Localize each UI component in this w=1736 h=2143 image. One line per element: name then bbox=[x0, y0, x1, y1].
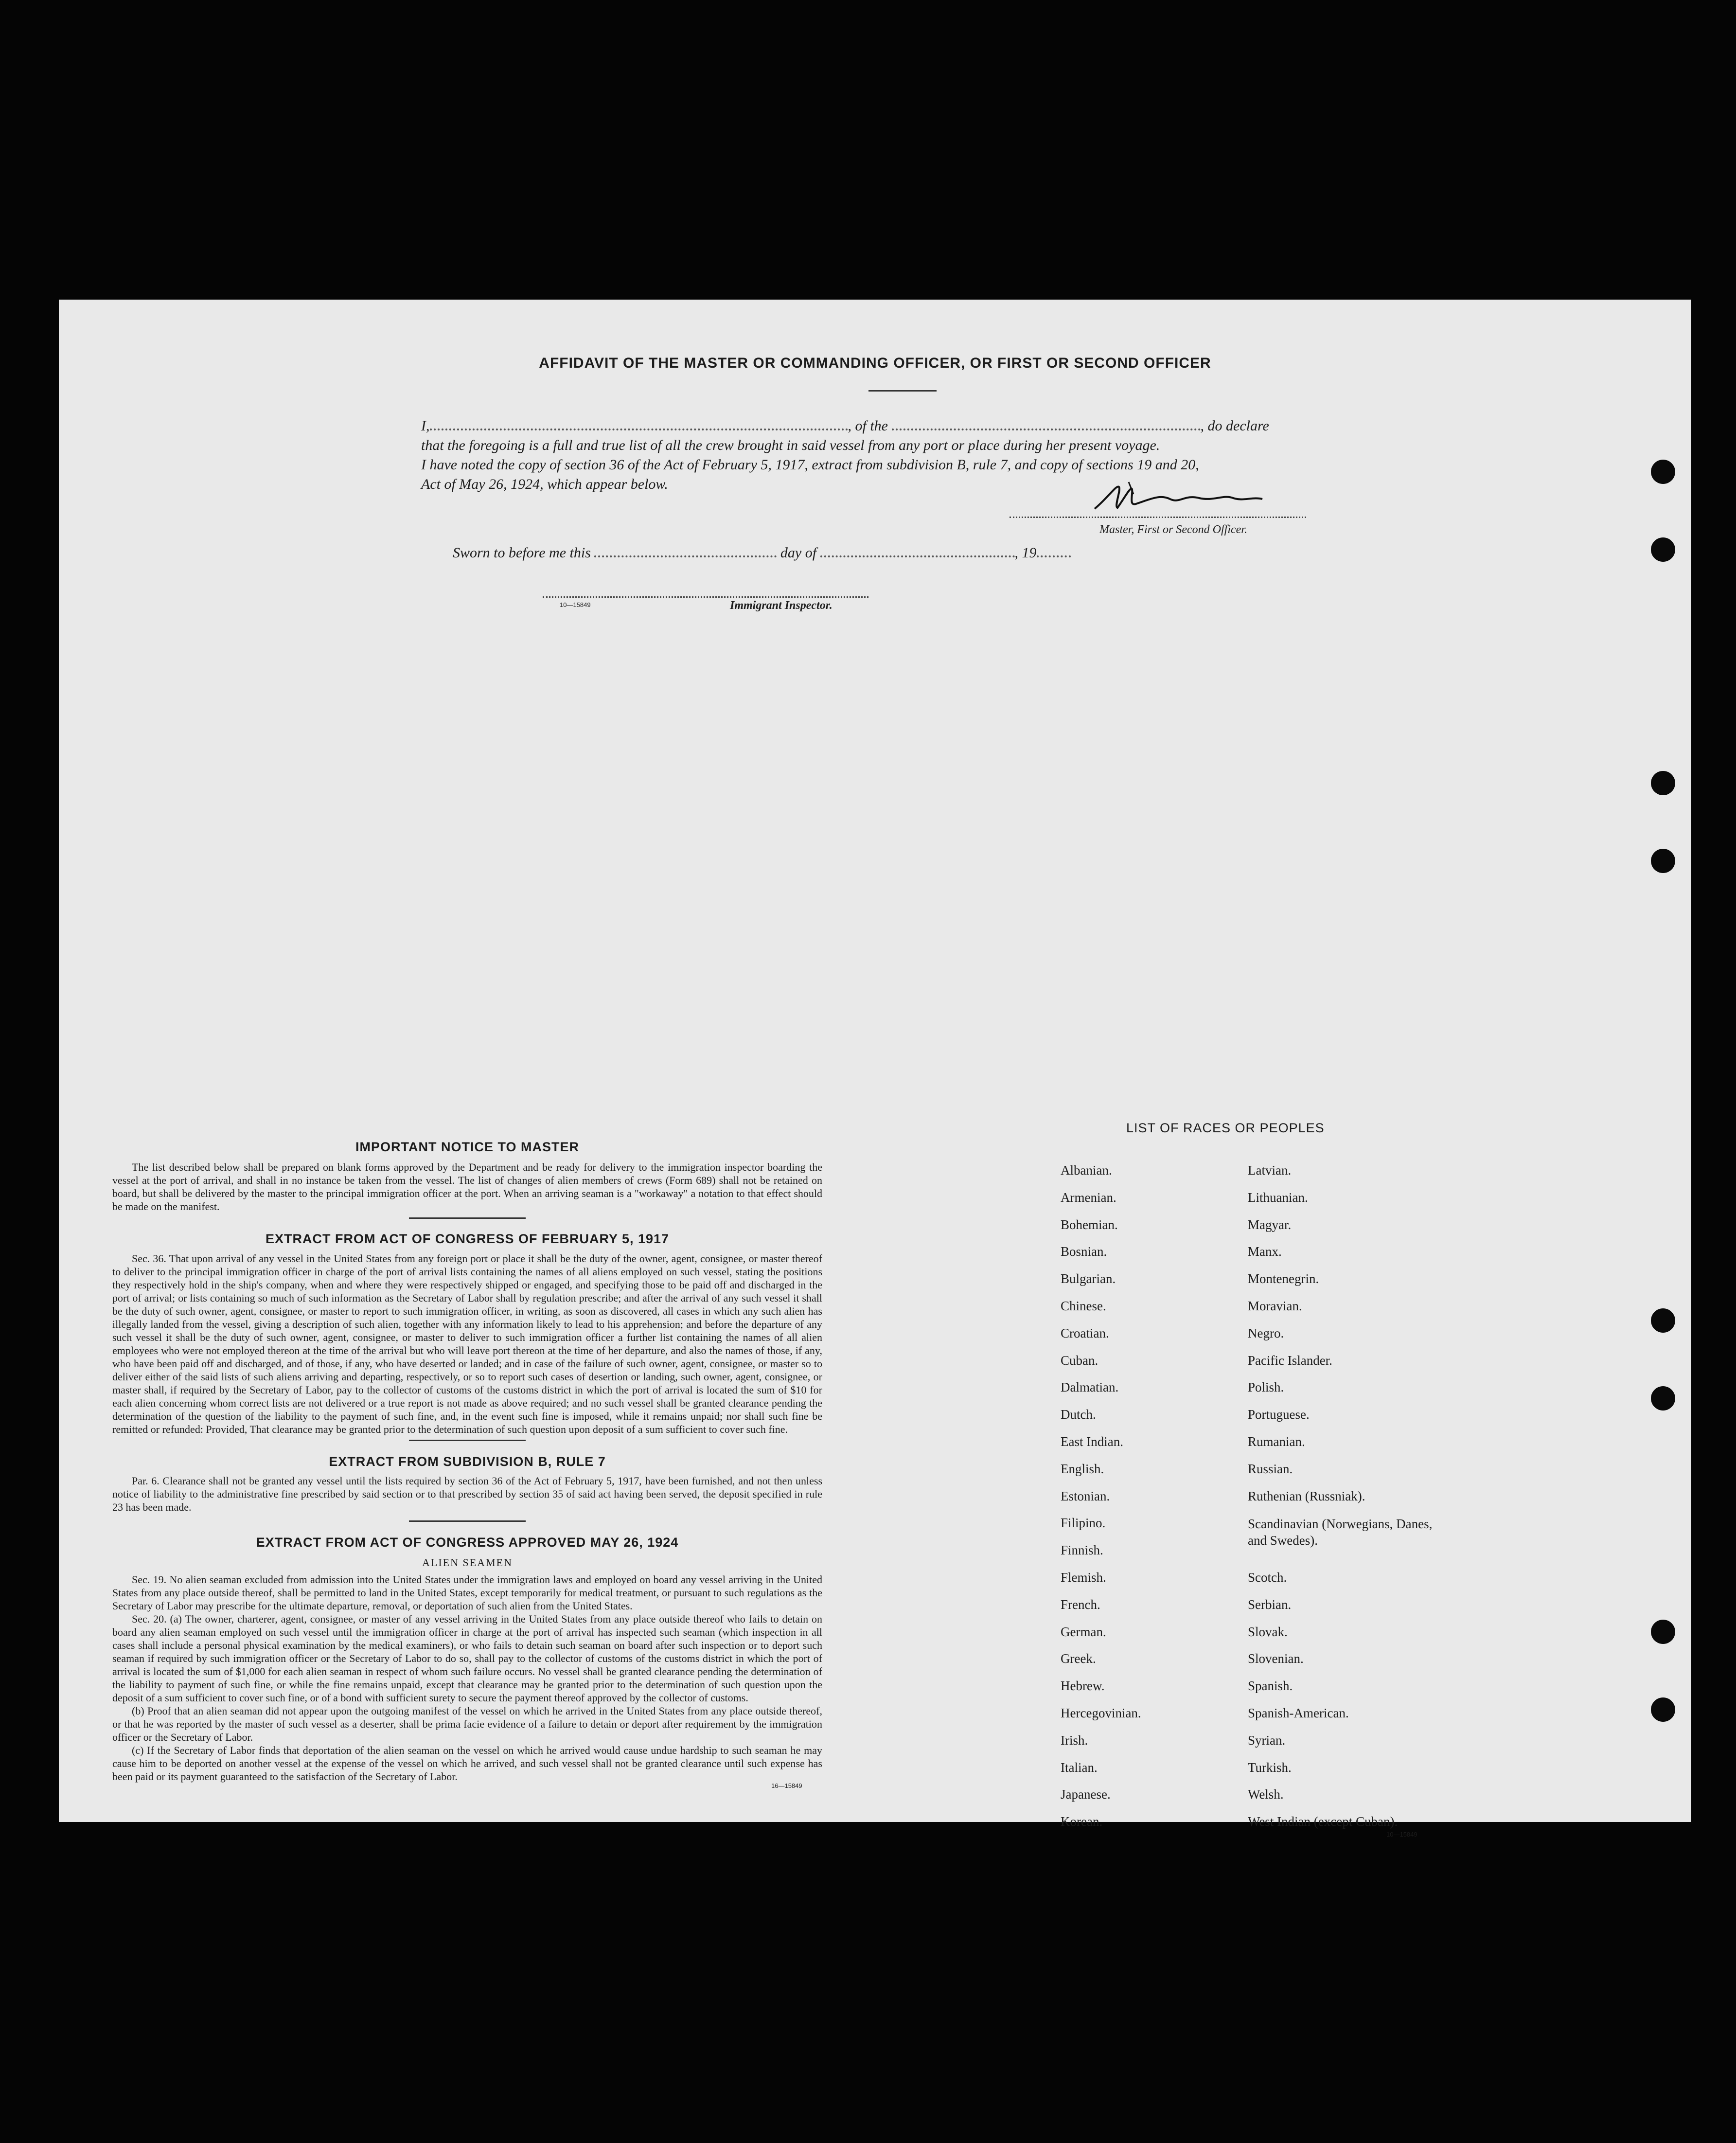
race-item: Moravian. bbox=[1248, 1299, 1302, 1313]
race-item: Scandinavian (Norwegians, Danes, and Swedes). bbox=[1248, 1517, 1433, 1548]
race-item: Manx. bbox=[1248, 1244, 1282, 1259]
race-item: Bosnian. bbox=[1061, 1244, 1107, 1259]
punch-hole bbox=[1651, 849, 1675, 873]
race-item: Slovenian. bbox=[1248, 1651, 1304, 1666]
race-item: Polish. bbox=[1248, 1380, 1284, 1395]
race-item: Turkish. bbox=[1248, 1760, 1292, 1775]
document-page bbox=[59, 300, 1691, 1838]
race-item: Ruthenian (Russniak). bbox=[1248, 1488, 1365, 1503]
vessel-blank[interactable] bbox=[892, 429, 1201, 430]
punch-hole bbox=[1651, 537, 1675, 562]
race-item: Albanian. bbox=[1061, 1163, 1112, 1178]
extract-1924-title: EXTRACT FROM ACT OF CONGRESS APPROVED MAY 26, 1924 bbox=[256, 1535, 679, 1550]
affidavit-form-number: 10—15849 bbox=[560, 601, 591, 608]
inspector-line bbox=[543, 596, 868, 598]
race-item: Welsh. bbox=[1248, 1787, 1284, 1802]
race-item: Dutch. bbox=[1061, 1407, 1096, 1422]
sworn-month-blank[interactable] bbox=[820, 555, 1015, 557]
signature-line bbox=[1010, 517, 1306, 518]
line1-of: , of the bbox=[848, 418, 888, 434]
sworn-line bbox=[453, 545, 1071, 561]
extract-1924-subtitle: ALIEN SEAMEN bbox=[422, 1556, 513, 1569]
extract-1917-body bbox=[112, 1252, 822, 1436]
subdivision-title: EXTRACT FROM SUBDIVISION B, RULE 7 bbox=[329, 1454, 606, 1469]
race-item: Cuban. bbox=[1061, 1353, 1098, 1368]
sworn-prefix: Sworn to before me this bbox=[453, 545, 591, 561]
race-item: Bulgarian. bbox=[1061, 1271, 1116, 1286]
sworn-year-blank[interactable] bbox=[1037, 555, 1071, 557]
extract-1924-body bbox=[112, 1573, 822, 1783]
master-label: Master, First or Second Officer. bbox=[1099, 523, 1247, 536]
race-item: Serbian. bbox=[1248, 1597, 1292, 1612]
race-item: Chinese. bbox=[1061, 1299, 1106, 1313]
affidavit-line-4: Act of May 26, 1924, which appear below. bbox=[421, 476, 668, 492]
race-item: Magyar. bbox=[1248, 1217, 1292, 1232]
affidavit-line-3: I have noted the copy of section 36 of the Act of February 5, 1917, extract from subdivision B, rule 7, and copy of sections 19 and 20, bbox=[421, 457, 1199, 473]
race-item: Negro. bbox=[1248, 1325, 1284, 1340]
race-item: West Indian (except Cuban). bbox=[1248, 1814, 1398, 1829]
name-blank[interactable] bbox=[430, 429, 848, 430]
affidavit-line-2: that the foregoing is a full and true list of all the crew brought in said vessel from any port or place during her present voyage. bbox=[421, 437, 1160, 453]
notice-body bbox=[112, 1161, 822, 1213]
master-signature bbox=[1087, 480, 1330, 518]
races-title: LIST OF RACES OR PEOPLES bbox=[1126, 1121, 1325, 1135]
inspector-label: Immigrant Inspector. bbox=[730, 599, 833, 612]
sworn-day-blank[interactable] bbox=[594, 555, 777, 557]
race-item: Finnish. bbox=[1061, 1543, 1103, 1558]
punch-hole bbox=[1651, 1308, 1675, 1333]
race-item: Pacific Islander. bbox=[1248, 1353, 1332, 1368]
race-item: Montenegrin. bbox=[1248, 1271, 1319, 1286]
race-item: Slovak. bbox=[1248, 1624, 1288, 1639]
affidavit-title: AFFIDAVIT OF THE MASTER OR COMMANDING OFFICER, OR FIRST OR SECOND OFFICER bbox=[539, 355, 1211, 371]
race-item: Lithuanian. bbox=[1248, 1190, 1308, 1205]
punch-hole bbox=[1651, 1697, 1675, 1722]
affidavit-line-1 bbox=[421, 416, 1386, 436]
section-20c-paragraph: (c) If the Secretary of Labor finds that deportation of the alien seaman on the vessel on which he arrived would cause undue hardship to such seaman he may cause him to be deported on another vessel at the expense of the vessel on which he arrived, and such vessel shall not be granted clearance until such expense has been paid or its payment guaranteed to the satisfaction of the Secretary of Labor. bbox=[112, 1744, 822, 1783]
punch-hole bbox=[1651, 1386, 1675, 1411]
race-item: Portuguese. bbox=[1248, 1407, 1310, 1422]
races-form-number: 10—15849 bbox=[1386, 1831, 1417, 1838]
race-item: Russian. bbox=[1248, 1461, 1293, 1476]
race-item: Dalmatian. bbox=[1061, 1380, 1119, 1395]
notice-divider bbox=[409, 1217, 526, 1219]
race-item: Scotch. bbox=[1248, 1570, 1287, 1585]
race-item: English. bbox=[1061, 1461, 1104, 1476]
sworn-year-label: , 19 bbox=[1014, 545, 1037, 561]
section-20b-paragraph: (b) Proof that an alien seaman did not appear upon the outgoing manifest of the vessel on which he arrived in the United States from any place outside thereof, or that he was reported by the master of such vessel as a deserter, shall be prima facie evidence of a failure to detain or deport after requirement by the immigration officer or the Secretary of Labor. bbox=[112, 1705, 822, 1743]
race-item: French. bbox=[1061, 1597, 1100, 1612]
race-item: Croatian. bbox=[1061, 1325, 1109, 1340]
race-item: Syrian. bbox=[1248, 1732, 1286, 1748]
race-item: East Indian. bbox=[1061, 1434, 1123, 1449]
notice-paragraph: The list described below shall be prepared on blank forms approved by the Department and be ready for delivery to the immigration inspector boarding the vessel at the port of arrival, and shall in no instance be taken from the vessel. The list of changes of alien members of crews (Form 689) shall not be retained on board, but shall be delivered by the master to the principal immigration officer at the port. When an arriving seaman is a "workaway" a notation to that effect should be made on the manifest. bbox=[112, 1161, 822, 1213]
race-item: German. bbox=[1061, 1624, 1106, 1639]
race-item: Hebrew. bbox=[1061, 1679, 1105, 1694]
race-item: Irish. bbox=[1061, 1732, 1088, 1748]
race-item: Armenian. bbox=[1061, 1190, 1116, 1205]
race-item: Flemish. bbox=[1061, 1570, 1106, 1585]
race-item: Estonian. bbox=[1061, 1488, 1110, 1503]
punch-hole bbox=[1651, 460, 1675, 484]
subdivision-divider bbox=[409, 1520, 526, 1522]
section-19-paragraph: Sec. 19. No alien seaman excluded from admission into the United States under the immigration laws and employed on board any vessel arriving in the United States from any place outside thereof, shall be permitted to land in the United States, except temporarily for medical treatment, or pursuant to such regulations as the Secretary of Labor may prescribe for the ultimate departure, removal, or deportation of such alien from the United States. bbox=[112, 1573, 822, 1612]
section-36-paragraph: Sec. 36. That upon arrival of any vessel in the United States from any foreign port or place it shall be the duty of the owner, agent, consignee, or master thereof to deliver to the principal immigration officer in charge of the port of arrival lists containing the names of all aliens employed on such vessel, stating the positions they respectively hold in the ship's company, when and where they were respectively shipped or engaged, and specifying those to be paid off and discharged in the port of arrival; or lists containing so much of such information as the Secretary of Labor shall by regulation prescribe; and after the arrival of any such vessel it shall be the duty of such owner, agent, consignee, or master to report to such immigration officer, in writing, as soon as discovered, all cases in which any such alien has illegally landed from the vessel, giving a description of such alien, together with any information likely to lead to his apprehension; and before the departure of any such vessel it shall be the duty of such owner, agent, consignee, or master to deliver to such immigration officer a further list containing the names of all alien employees who were not employed thereon at the time of the arrival but who will leave port thereon at the time of her departure, and also the names of those, if any, who have been paid off and discharged, and of those, if any, who have deserted or landed; and in case of the failure of such owner, agent, consignee, or master so to deliver either of the said lists of such aliens arriving and departing, respectively, or so to report such cases of desertion or landing, such owner, agent, consignee, or master shall, if required by the Secretary of Labor, pay to the collector of customs of the customs district in which the port of arrival is located the sum of $10 for each alien concerning whom correct lists are not delivered or a true report is not made as above required; and no such vessel shall be granted clearance pending the determination of the question of the liability to the payment of such fine, and, in the event such fine is imposed, while it remains unpaid; nor shall such fine be remitted or refunded: Provided, That clearance may be granted prior to the determination of such question upon deposit of a sum sufficient to cover such fine. bbox=[112, 1252, 822, 1435]
extract-form-number: 16—15849 bbox=[771, 1782, 802, 1789]
race-item: Rumanian. bbox=[1248, 1434, 1305, 1449]
race-item: Italian. bbox=[1061, 1760, 1098, 1775]
extract-1917-divider bbox=[409, 1440, 526, 1441]
notice-title: IMPORTANT NOTICE TO MASTER bbox=[355, 1140, 579, 1154]
race-item: Japanese. bbox=[1061, 1787, 1111, 1802]
race-item: Spanish-American. bbox=[1248, 1706, 1349, 1720]
race-item: Spanish. bbox=[1248, 1679, 1293, 1694]
punch-hole bbox=[1651, 1620, 1675, 1644]
race-item: Korean. bbox=[1061, 1814, 1103, 1829]
race-item: Bohemian. bbox=[1061, 1217, 1118, 1232]
subdivision-body bbox=[112, 1474, 822, 1514]
rule-7-paragraph: Par. 6. Clearance shall not be granted any vessel until the lists required by section 36 of the Act of February 5, 1917, have been furnished, and not then unless notice of liability to the administrative fine prescribed by said section or to that prescribed by section 35 of said act having been served, the deposit specified in rule 23 has been made. bbox=[112, 1475, 822, 1513]
title-divider bbox=[868, 390, 937, 392]
punch-hole bbox=[1651, 771, 1675, 795]
line1-declare: , do declare bbox=[1200, 418, 1269, 434]
race-item: Greek. bbox=[1061, 1651, 1096, 1666]
race-item: Filipino. bbox=[1061, 1516, 1106, 1531]
line1-i: I, bbox=[421, 418, 430, 434]
race-item: Hercegovinian. bbox=[1061, 1706, 1141, 1720]
race-item: Latvian. bbox=[1248, 1163, 1292, 1178]
extract-1917-title: EXTRACT FROM ACT OF CONGRESS OF FEBRUARY 5, 1917 bbox=[265, 1232, 670, 1246]
sworn-day-label: day of bbox=[780, 545, 817, 561]
section-20a-paragraph: Sec. 20. (a) The owner, charterer, agent, consignee, or master of any vessel arriving in the United States from any place outside thereof who fails to detain on board any alien seaman employed on such vessel until the immigration officer in charge at the port of arrival has inspected such seaman (which inspection in all cases shall include a personal physical examination by the medical examiners), or who fails to detain such seaman on board after such inspection or to deport such seaman if required by such immigration officer or the Secretary of Labor to do so, shall pay to the collector of customs of the customs district in which the port of arrival is located the sum of $1,000 for each alien seaman in respect of whom such failure occurs. No vessel shall be granted clearance pending the determination of the liability to payment of such fine, or while the fine remains unpaid, except that clearance may be granted prior to the determination of such question upon the deposit of a sum sufficient to cover such fine, or of a bond with sufficient surety to secure the payment thereof approved by the collector of customs. bbox=[112, 1613, 822, 1704]
